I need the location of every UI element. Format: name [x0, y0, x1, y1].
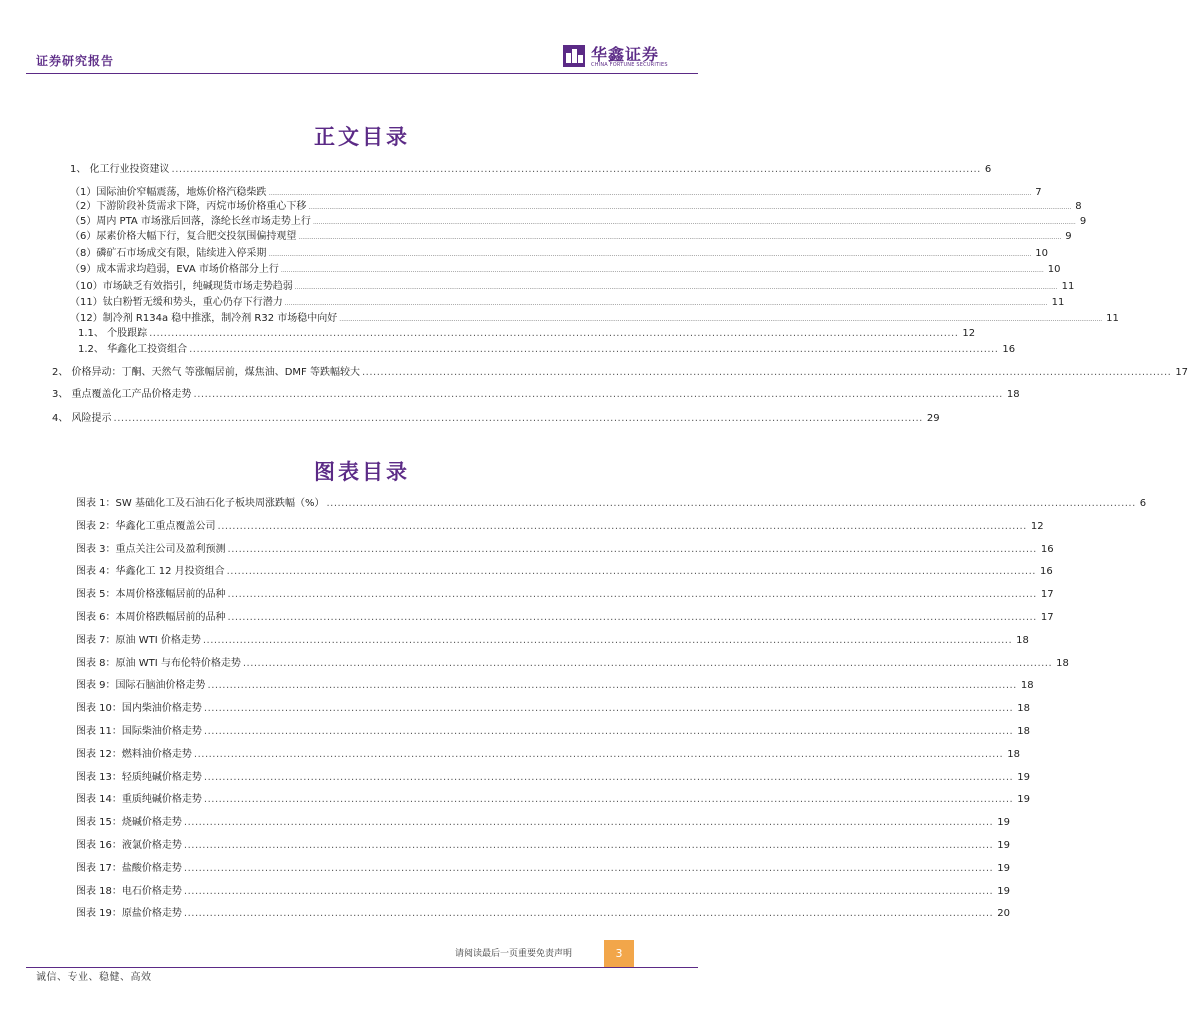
chart-list-entry-page: 18: [1017, 726, 1030, 737]
brand-name-cn: 华鑫证券: [591, 45, 660, 64]
chart-list-entry-page: 19: [997, 817, 1010, 829]
toc-entry-label: （2）下游阶段补货需求下降，丙烷市场价格重心下移: [70, 201, 307, 212]
chart-list-entry-label: 图表 17：盐酸价格走势: [76, 862, 182, 874]
chart-list-entry-page: 6: [1139, 498, 1147, 509]
toc-entry-label: （1）国际油价窄幅震荡，地炼价格汽稳柴跌: [70, 187, 267, 198]
leader-dots: ............................................................................................................................................................................................................................: [189, 344, 999, 355]
page-number-badge: 3: [604, 940, 634, 968]
chart-list-entry[interactable]: [76, 520, 1044, 534]
toc-entry-page: 18: [1006, 389, 1020, 400]
toc-entry-label: （11）钛白粉暂无缓和势头，重心仍存下行潜力: [70, 297, 283, 308]
leader-dots: ............................................................................................................................................................................................................................: [203, 794, 1014, 806]
leader-dots: ............................................................................................................................................................................................................................: [183, 862, 994, 874]
chart-list-entry-page: 19: [1017, 771, 1030, 783]
toc-entry-page: 9: [1065, 231, 1072, 242]
disclaimer-hint: 请阅读最后一页重要免责声明: [455, 949, 573, 959]
leader-dots: ............................................................................................................................................................................................................................: [227, 543, 1037, 555]
toc-entry-page: 11: [1051, 297, 1065, 308]
chart-list-entry-page: 17: [1040, 589, 1054, 601]
chart-list-entry[interactable]: [76, 657, 1069, 671]
chart-list-entry-label: 图表 2：华鑫化工重点覆盖公司: [76, 520, 216, 532]
footer-slogan: 诚信、专业、稳健、高效: [36, 972, 152, 983]
chart-list-entry-label: 图表 13：轻质纯碱价格走势: [76, 771, 202, 783]
leader-dots: ................................................................................................................................................................................................................................................................................................................................................................................................................: [294, 284, 1058, 291]
leader-dots: ............................................................................................................................................................................................................................: [207, 680, 1017, 692]
chart-list-entry-page: 18: [1017, 703, 1030, 715]
toc-entry[interactable]: [70, 200, 1082, 215]
toc-entry-page: 9: [1079, 216, 1087, 227]
chart-list-entry-page: 18: [1016, 634, 1029, 646]
leader-dots: ............................................................................................................................................................................................................................: [326, 498, 1136, 509]
leader-dots: ............................................................................................................................................................................................................................: [203, 771, 1014, 783]
chart-list-entry-page: 19: [997, 862, 1010, 874]
leader-dots: ................................................................................................................................................................................................................................................................................................................................................................................................................: [308, 204, 1072, 211]
toc-entry[interactable]: [70, 312, 1119, 327]
leader-dots: ............................................................................................................................................................................................................................: [203, 703, 1014, 715]
brand-name-en: CHINA FORTUNE SECURITIES: [591, 62, 668, 68]
chart-list-entry[interactable]: [76, 634, 1029, 648]
leader-dots: ............................................................................................................................................................................................................................: [183, 908, 994, 920]
chart-list-entry-label: 图表 18：电石价格走势: [76, 885, 182, 897]
brand-logo: [563, 44, 703, 72]
leader-dots: ................................................................................................................................................................................................................................................................................................................................................................................................................: [312, 219, 1076, 226]
chart-list-entry-label: 图表 16：液氯价格走势: [76, 840, 182, 851]
toc-entry-page: 11: [1061, 281, 1075, 292]
brand-logo-icon: [563, 45, 585, 67]
toc-entry[interactable]: [78, 327, 976, 341]
toc-entry-page: 10: [1035, 248, 1048, 259]
chart-list-entry[interactable]: [76, 679, 1034, 693]
toc-entry-label: 1、 化工行业投资建议: [70, 164, 170, 175]
leader-dots: ................................................................................................................................................................................................................................................................................................................................................................................................................: [339, 316, 1103, 323]
toc-entry-label: 1.1、 个股跟踪: [78, 328, 148, 339]
toc-entry-label: 4、 风险提示: [52, 413, 112, 424]
chart-list-entry[interactable]: [76, 793, 1030, 807]
toc-entry-label: （10）市场缺乏有效指引，纯碱现货市场走势趋弱: [70, 281, 293, 292]
chart-list-entry-label: 图表 15：烧碱价格走势: [76, 817, 182, 829]
leader-dots: ............................................................................................................................................................................................................................: [193, 748, 1004, 760]
toc-entry-page: 8: [1075, 201, 1082, 212]
leader-dots: ............................................................................................................................................................................................................................: [149, 328, 959, 339]
toc-entry-label: （6）尿素价格大幅下行，复合肥交投氛围偏持观望: [70, 231, 297, 242]
chart-list-entry-page: 18: [1007, 748, 1020, 760]
toc-entry[interactable]: [70, 263, 1061, 278]
toc-entry-page: 16: [1002, 344, 1016, 355]
chart-list-entry-page: 18: [1020, 680, 1034, 692]
toc-entry[interactable]: [52, 412, 940, 426]
toc-entry[interactable]: [70, 230, 1072, 245]
chart-list-entry[interactable]: [76, 702, 1030, 716]
leader-dots: ............................................................................................................................................................................................................................: [203, 726, 1014, 737]
chart-list-entry[interactable]: [76, 771, 1030, 785]
header-divider: [26, 73, 698, 74]
chart-list-entry-label: 图表 1：SW 基础化工及石油石化子板块周涨跌幅（%）: [76, 498, 325, 509]
toc-entry-label: （8）磷矿石市场成交有限，陆续进入停采期: [70, 248, 267, 259]
leader-dots: ............................................................................................................................................................................................................................: [202, 634, 1013, 646]
chart-list-entry-label: 图表 6：本周价格跌幅居前的品种: [76, 612, 226, 623]
leader-dots: ............................................................................................................................................................................................................................: [183, 817, 994, 829]
toc-entry[interactable]: [52, 388, 1020, 402]
chart-list-title: 图表目录: [314, 459, 410, 484]
leader-dots: ............................................................................................................................................................................................................................: [242, 657, 1053, 669]
toc-entry-label: 1.2、 华鑫化工投资组合: [78, 344, 188, 355]
leader-dots: ............................................................................................................................................................................................................................: [183, 885, 994, 897]
chart-list-entry-label: 图表 8：原油 WTI 与布伦特价格走势: [76, 657, 241, 669]
chart-list-entry-page: 12: [1030, 520, 1044, 532]
toc-title: 正文目录: [314, 124, 410, 149]
chart-list-entry-page: 19: [997, 840, 1010, 851]
leader-dots: ............................................................................................................................................................................................................................: [227, 612, 1037, 623]
chart-list-entry[interactable]: [76, 611, 1054, 625]
chart-list-entry-page: 20: [997, 908, 1010, 920]
toc-entry[interactable]: [70, 280, 1075, 295]
toc-entry-label: （9）成本需求均趋弱，EVA 市场价格部分上行: [70, 264, 279, 275]
chart-list-entry[interactable]: [76, 725, 1030, 739]
chart-list-entry[interactable]: [76, 907, 1010, 921]
toc-entry-page: 10: [1047, 264, 1061, 275]
chart-list-entry[interactable]: [76, 862, 1010, 876]
leader-dots: ............................................................................................................................................................................................................................: [171, 164, 981, 175]
leader-dots: ............................................................................................................................................................................................................................: [193, 389, 1003, 400]
toc-entry-page: 12: [962, 328, 976, 339]
chart-list-entry[interactable]: [76, 839, 1010, 853]
leader-dots: ............................................................................................................................................................................................................................: [227, 589, 1037, 601]
toc-entry-page: 7: [1035, 187, 1042, 198]
toc-entry[interactable]: [52, 366, 1188, 380]
chart-list-entry-label: 图表 10：国内柴油价格走势: [76, 703, 202, 715]
chart-list-entry-label: 图表 9：国际石脑油价格走势: [76, 680, 206, 692]
toc-entry-label: （5）周内 PTA 市场涨后回落，涤纶长丝市场走势上行: [70, 216, 311, 227]
toc-entry[interactable]: [70, 186, 1042, 201]
chart-list-entry[interactable]: [76, 588, 1054, 602]
toc-entry-label: 3、 重点覆盖化工产品价格走势: [52, 389, 192, 400]
chart-list-entry[interactable]: [76, 497, 1147, 511]
leader-dots: ............................................................................................................................................................................................................................: [226, 566, 1036, 578]
leader-dots: ................................................................................................................................................................................................................................................................................................................................................................................................................: [284, 300, 1048, 307]
chart-list-entry[interactable]: [76, 816, 1010, 830]
toc-entry-page: 17: [1175, 367, 1188, 378]
chart-list-entry-label: 图表 12：燃料油价格走势: [76, 748, 192, 760]
chart-list-entry[interactable]: [76, 565, 1053, 579]
leader-dots: ................................................................................................................................................................................................................................................................................................................................................................................................................: [298, 234, 1062, 241]
toc-entry-page: 11: [1106, 313, 1119, 324]
leader-dots: ............................................................................................................................................................................................................................: [183, 840, 994, 851]
leader-dots: ................................................................................................................................................................................................................................................................................................................................................................................................................: [280, 267, 1044, 274]
toc-entry[interactable]: [70, 296, 1065, 311]
chart-list-entry-page: 19: [997, 885, 1010, 897]
leader-dots: ............................................................................................................................................................................................................................: [113, 413, 923, 424]
chart-list-entry-page: 17: [1040, 612, 1054, 623]
chart-list-entry-label: 图表 11：国际柴油价格走势: [76, 726, 202, 737]
leader-dots: ................................................................................................................................................................................................................................................................................................................................................................................................................: [268, 251, 1032, 258]
toc-entry[interactable]: [70, 247, 1048, 262]
chart-list-entry-label: 图表 14：重质纯碱价格走势: [76, 794, 202, 806]
toc-entry[interactable]: [70, 215, 1087, 230]
chart-list-entry-label: 图表 5：本周价格涨幅居前的品种: [76, 589, 226, 601]
chart-list-entry[interactable]: [76, 543, 1054, 557]
leader-dots: ............................................................................................................................................................................................................................: [361, 367, 1172, 378]
report-type-label: 证券研究报告: [36, 54, 115, 68]
toc-entry-page: 29: [926, 413, 940, 424]
toc-entry-page: 6: [984, 164, 992, 175]
chart-list-entry-label: 图表 3：重点关注公司及盈利预测: [76, 543, 226, 555]
chart-list-entry-page: 16: [1039, 566, 1053, 578]
chart-list-entry-page: 16: [1040, 543, 1054, 555]
leader-dots: ................................................................................................................................................................................................................................................................................................................................................................................................................: [268, 190, 1032, 197]
chart-list-entry-page: 19: [1017, 794, 1030, 806]
toc-entry-label: （12）制冷剂 R134a 稳中推涨，制冷剂 R32 市场稳中向好: [70, 313, 338, 324]
chart-list-entry-label: 图表 7：原油 WTI 价格走势: [76, 634, 201, 646]
chart-list-entry[interactable]: [76, 885, 1010, 899]
toc-entry[interactable]: [78, 343, 1016, 357]
chart-list-entry-page: 18: [1056, 657, 1069, 669]
toc-entry[interactable]: [70, 163, 992, 177]
leader-dots: ............................................................................................................................................................................................................................: [217, 520, 1027, 532]
chart-list-entry-label: 图表 4：华鑫化工 12 月投资组合: [76, 566, 225, 578]
toc-entry-label: 2、 价格异动：丁酮、天然气 等涨幅居前，煤焦油、DMF 等跌幅较大: [52, 367, 360, 378]
chart-list-entry-label: 图表 19：原盐价格走势: [76, 908, 182, 920]
chart-list-entry[interactable]: [76, 748, 1020, 762]
